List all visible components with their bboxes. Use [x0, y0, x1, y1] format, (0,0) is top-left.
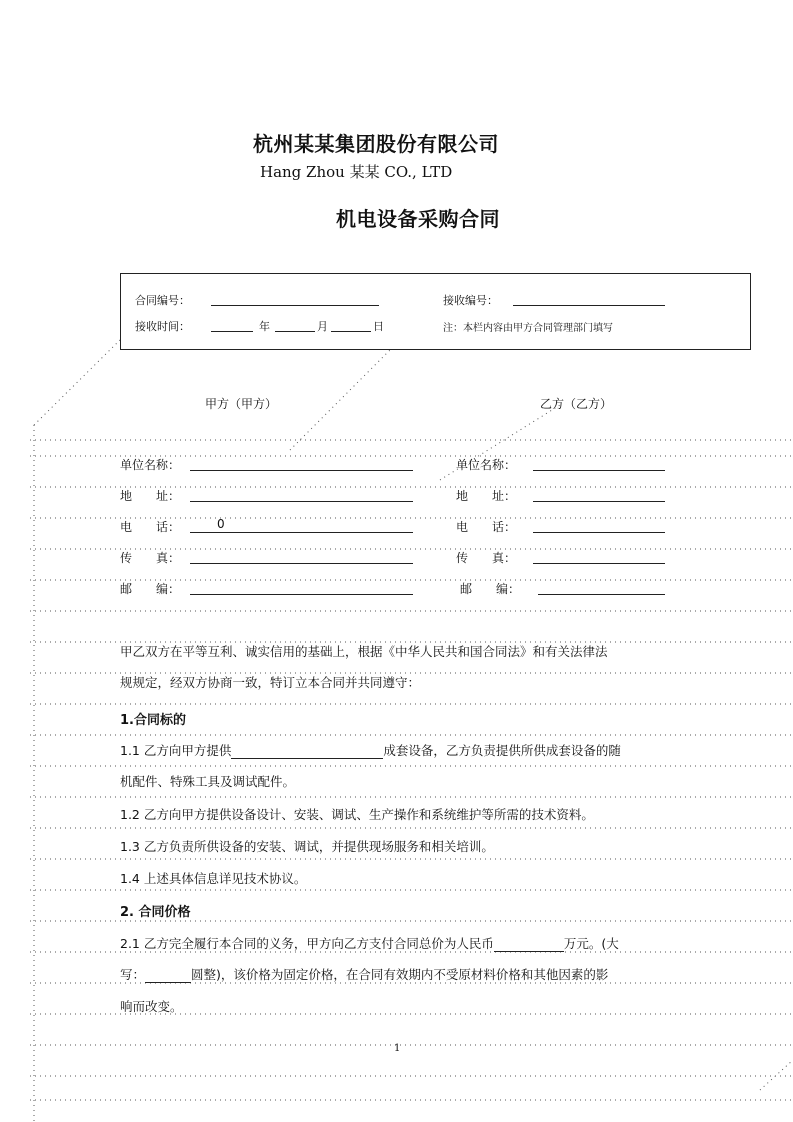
month-label: 月: [317, 320, 328, 333]
page-number: 1: [394, 1043, 401, 1054]
company-name-english: Hang Zhou 某某 CO., LTD: [260, 163, 453, 181]
amount-in-words-field[interactable]: [145, 969, 191, 983]
party-a-phone-value: 0: [217, 517, 225, 531]
party-b-postcode-label: 邮 编：: [460, 582, 521, 596]
contract-amount-field[interactable]: [494, 938, 564, 952]
party-b-fax-label: 传 真：: [456, 551, 517, 565]
party-a-phone-label: 电 话：: [120, 520, 181, 534]
party-b-fax-field[interactable]: [533, 563, 665, 564]
party-b-heading: 乙方（乙方）: [540, 397, 613, 411]
section-1-title: 1.合同标的: [120, 713, 186, 728]
party-a-fax-label: 传 真：: [120, 551, 181, 565]
party-b-unit-name-label: 单位名称：: [456, 458, 517, 472]
clause-2-1-line-2: [120, 965, 608, 983]
clause-2-1-fixed-price: 圆整)，该价格为固定价格，在合同有效期内不受原材料价格和其他因素的影: [191, 967, 609, 982]
party-b-address-label: 地 址：: [456, 489, 517, 503]
day-label: 日: [373, 320, 384, 333]
intro-line-2: 规规定，经双方协商一致，特订立本合同并共同遵守：: [120, 675, 421, 690]
clause-2-1-line-3: 响而改变。: [120, 999, 183, 1014]
party-b-unit-name-field[interactable]: [533, 470, 665, 471]
intro-line-1: 甲乙双方在平等互利、诚实信用的基础上，根据《中华人民共和国合同法》和有关法律法: [120, 644, 608, 659]
receive-month-field[interactable]: [275, 331, 315, 332]
amount-in-words-label: 写：: [120, 967, 146, 982]
clause-1-2: 1.2 乙方向甲方提供设备设计、安装、调试、生产操作和系统维护等所需的技术资料。: [120, 807, 594, 822]
party-b-postcode-field[interactable]: [538, 594, 665, 595]
clause-2-1-line-1: [120, 934, 619, 952]
party-a-unit-name-label: 单位名称：: [120, 458, 181, 472]
clause-1-1-prefix: 1.1 乙方向甲方提供: [120, 743, 232, 758]
company-name: 杭州某某集团股份有限公司: [253, 132, 499, 156]
receive-day-field[interactable]: [331, 331, 371, 332]
party-b-address-field[interactable]: [533, 501, 665, 502]
receive-time-label: 接收时间：: [135, 320, 190, 333]
receive-no-field[interactable]: [513, 305, 665, 306]
contract-no-label: 合同编号：: [135, 294, 190, 307]
party-b-phone-label: 电 话：: [456, 520, 517, 534]
party-a-phone-field[interactable]: [190, 532, 413, 533]
section-2-title: 2. 合同价格: [120, 905, 191, 920]
party-b-phone-field[interactable]: [533, 532, 665, 533]
clause-1-3: 1.3 乙方负责所供设备的安装、调试，并提供现场服务和相关培训。: [120, 839, 494, 854]
clause-2-1-unit: 万元。(大: [563, 936, 619, 951]
party-a-heading: 甲方（甲方）: [205, 397, 278, 411]
party-a-address-field[interactable]: [190, 501, 413, 502]
party-a-postcode-label: 邮 编：: [120, 582, 181, 596]
document-title: 机电设备采购合同: [336, 207, 500, 231]
clause-1-1-suffix: 成套设备，乙方负责提供所供成套设备的随: [383, 743, 621, 758]
contract-no-field[interactable]: [211, 305, 379, 306]
clause-2-1-prefix: 2.1 乙方完全履行本合同的义务，甲方向乙方支付合同总价为人民币: [120, 936, 494, 951]
equipment-name-field[interactable]: [231, 745, 383, 759]
info-box-note: 注：本栏内容由甲方合同管理部门填写: [443, 323, 613, 334]
contract-info-box: [120, 273, 751, 350]
year-label: 年: [259, 320, 270, 333]
clause-1-1-line-2: 机配件、特殊工具及调试配件。: [120, 774, 296, 789]
party-a-postcode-field[interactable]: [190, 594, 413, 595]
receive-no-label: 接收编号：: [443, 294, 498, 307]
party-a-fax-field[interactable]: [190, 563, 413, 564]
receive-year-field[interactable]: [211, 331, 253, 332]
party-a-address-label: 地 址：: [120, 489, 181, 503]
party-a-unit-name-field[interactable]: [190, 470, 413, 471]
clause-1-1-line-1: [120, 741, 621, 759]
clause-1-4: 1.4 上述具体信息详见技术协议。: [120, 871, 307, 886]
